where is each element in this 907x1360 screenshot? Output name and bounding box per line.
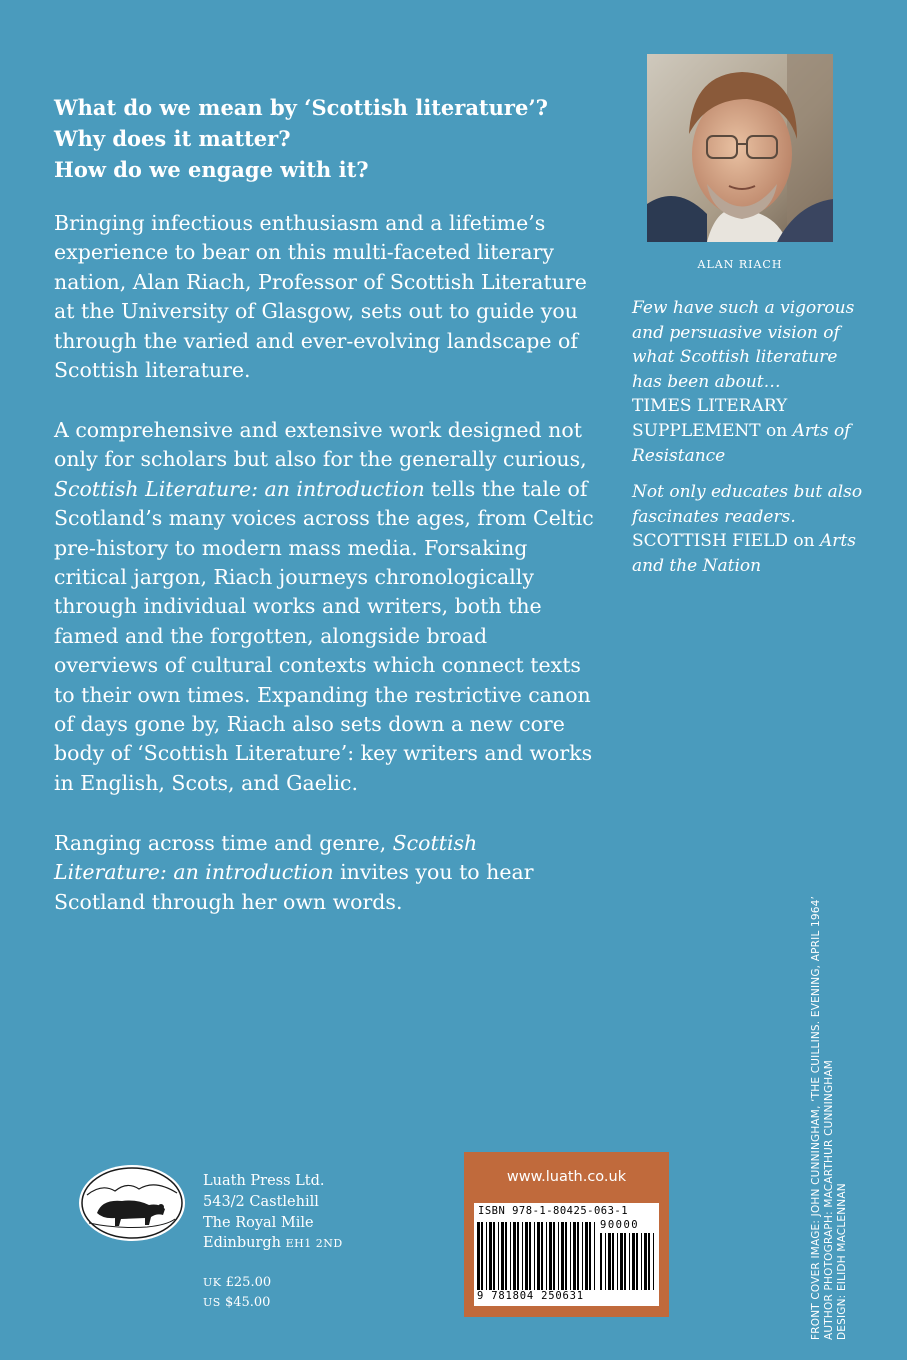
- publisher-postcode: EH1 2ND: [285, 1237, 343, 1251]
- p2-text-before: A comprehensive and extensive work designed not only for scholars but also for the generally curious,: [54, 418, 587, 472]
- review-source-work: Arts and the Nation: [632, 531, 856, 576]
- price-uk-value: £25.00: [225, 1275, 272, 1290]
- review-source: [632, 529, 872, 578]
- luath-logo-icon: [77, 1163, 187, 1243]
- p3-book-title: Scottish Literature: an introduction: [54, 831, 478, 885]
- reviews: [632, 296, 872, 591]
- barcode-bar: [565, 1222, 567, 1290]
- intro-questions: [54, 92, 574, 185]
- barcode-bar: [501, 1222, 504, 1290]
- barcode-bar: [486, 1222, 487, 1290]
- publisher-street: 543/2 Castlehill: [203, 1193, 319, 1210]
- barcode-bar: [612, 1233, 614, 1290]
- author-photo: [647, 54, 833, 242]
- barcode-bar: [546, 1222, 547, 1290]
- intro-question: How do we engage with it?: [54, 157, 369, 182]
- isbn-text: ISBN 978-1-80425-063-1: [478, 1205, 629, 1217]
- barcode-bar: [534, 1222, 535, 1290]
- barcode-bar: [624, 1233, 626, 1290]
- review-source: [632, 394, 872, 468]
- barcode-bar: [481, 1222, 483, 1290]
- credit-line: FRONT COVER IMAGE: JOHN CUNNINGHAM, ‘THE CUILLINS. EVENING, APRIL 1964’: [810, 895, 822, 1340]
- author-caption: ALAN RIACH: [697, 258, 783, 271]
- ean-barcode-bars: [477, 1222, 595, 1290]
- barcode-bar: [594, 1222, 595, 1290]
- price-us-value: $45.00: [224, 1295, 271, 1310]
- barcode-bar: [632, 1233, 635, 1290]
- intro-question: Why does it matter?: [54, 126, 291, 151]
- barcode-bar: [493, 1222, 495, 1290]
- barcode-number: 9 781804 250631: [477, 1290, 584, 1302]
- barcode-bar: [653, 1233, 654, 1290]
- author-portrait-image: [647, 54, 833, 242]
- barcode-bar: [489, 1222, 492, 1290]
- barcode-bar: [529, 1222, 531, 1290]
- barcode-bar: [620, 1233, 623, 1290]
- blurb-paragraph-1: Bringing infectious enthusiasm and a lifetime’s experience to bear on this multi-faceted literary nation, Alan Riach, Professor of Scottish Literature at the University of Glasgow, sets out to guide you through the varied and ever-evolving landscape of Scottish literature.: [54, 211, 587, 383]
- barcode-bar: [605, 1233, 606, 1290]
- publisher-name: Luath Press Ltd.: [203, 1173, 325, 1189]
- barcode-bar: [573, 1222, 576, 1290]
- barcode-bar: [525, 1222, 528, 1290]
- credit-line: AUTHOR PHOTOGRAPH: MACARTHUR CUNNINGHAM: [823, 1059, 836, 1340]
- barcode-bar: [617, 1233, 618, 1290]
- barcode-bar: [541, 1222, 543, 1290]
- barcode-bar: [644, 1233, 647, 1290]
- barcode-bar: [549, 1222, 552, 1290]
- credit-line: DESIGN: EILIDH MACLENNAN: [836, 1183, 849, 1340]
- price-uk-label: UK: [203, 1276, 222, 1289]
- barcode-bar: [589, 1222, 591, 1290]
- barcode-bar: [600, 1233, 602, 1290]
- review-quote: Few have such a vigorous and persuasive vision of what Scottish literature has been about…: [632, 298, 855, 392]
- barcode-bar: [608, 1233, 611, 1290]
- barcode-bar: [517, 1222, 519, 1290]
- blurb-paragraph-3: [54, 829, 594, 917]
- p2-book-title: Scottish Literature: an introduction: [54, 476, 425, 501]
- barcode-bar: [585, 1222, 588, 1290]
- p3-text-before: Ranging across time and genre,: [54, 831, 387, 855]
- barcode-bar: [570, 1222, 571, 1290]
- review-source-name: SCOTTISH FIELD on: [632, 531, 815, 552]
- barcode-bar: [629, 1233, 630, 1290]
- addon-barcode-bars: [600, 1233, 654, 1290]
- barcode-bar: [477, 1222, 480, 1290]
- barcode-bar: [641, 1233, 642, 1290]
- barcode-bar: [513, 1222, 516, 1290]
- p3-text-after: invites you to hear Scotland through her own words.: [54, 860, 534, 914]
- website-url[interactable]: www.luath.co.uk: [506, 1169, 627, 1185]
- review-quote: Not only educates but also fascinates readers.: [632, 482, 863, 527]
- barcode-bar: [636, 1233, 638, 1290]
- blurb-paragraph-2: [54, 416, 594, 798]
- barcode-bar: [561, 1222, 564, 1290]
- barcode-bar: [522, 1222, 523, 1290]
- barcode-bar: [648, 1233, 650, 1290]
- p2-text-after: tells the tale of Scotland’s many voices across the ages, from Celtic pre-history to modern mass media. Forsaking critical jargon, Riach journeys chronologically through individual works and writers, both the famed and the forgotten, alongside broad overviews of cultural contexts which connect texts to their own times. Expanding the restrictive canon of days gone by, Riach also sets down a new core body of ‘Scottish Literature’: key writers and works in English, Scots, and Gaelic.: [54, 476, 594, 795]
- publisher-address: [203, 1171, 343, 1255]
- barcode-bar: [505, 1222, 507, 1290]
- price-us-label: US: [203, 1296, 221, 1309]
- publisher-city-line: [203, 1233, 343, 1255]
- price-uk: [203, 1273, 271, 1293]
- barcode-bar: [553, 1222, 555, 1290]
- barcode-bar: [498, 1222, 499, 1290]
- barcode-bar: [558, 1222, 559, 1290]
- barcode: [474, 1203, 659, 1306]
- barcode-bar: [510, 1222, 511, 1290]
- price-us: [203, 1293, 271, 1313]
- publisher-area: The Royal Mile: [203, 1214, 314, 1231]
- review-source-name: TIMES LITERARY SUPPLEMENT on: [632, 396, 788, 441]
- intro-question: What do we mean by ‘Scottish literature’?: [54, 95, 548, 120]
- barcode-bar: [537, 1222, 540, 1290]
- addon-number: 90000: [600, 1219, 640, 1231]
- review-source-work: Arts of Resistance: [632, 420, 851, 466]
- publisher-city: Edinburgh: [203, 1235, 282, 1252]
- cover-credits: [810, 896, 850, 1340]
- barcode-bar: [577, 1222, 579, 1290]
- barcode-bar: [582, 1222, 583, 1290]
- prices: [203, 1273, 271, 1313]
